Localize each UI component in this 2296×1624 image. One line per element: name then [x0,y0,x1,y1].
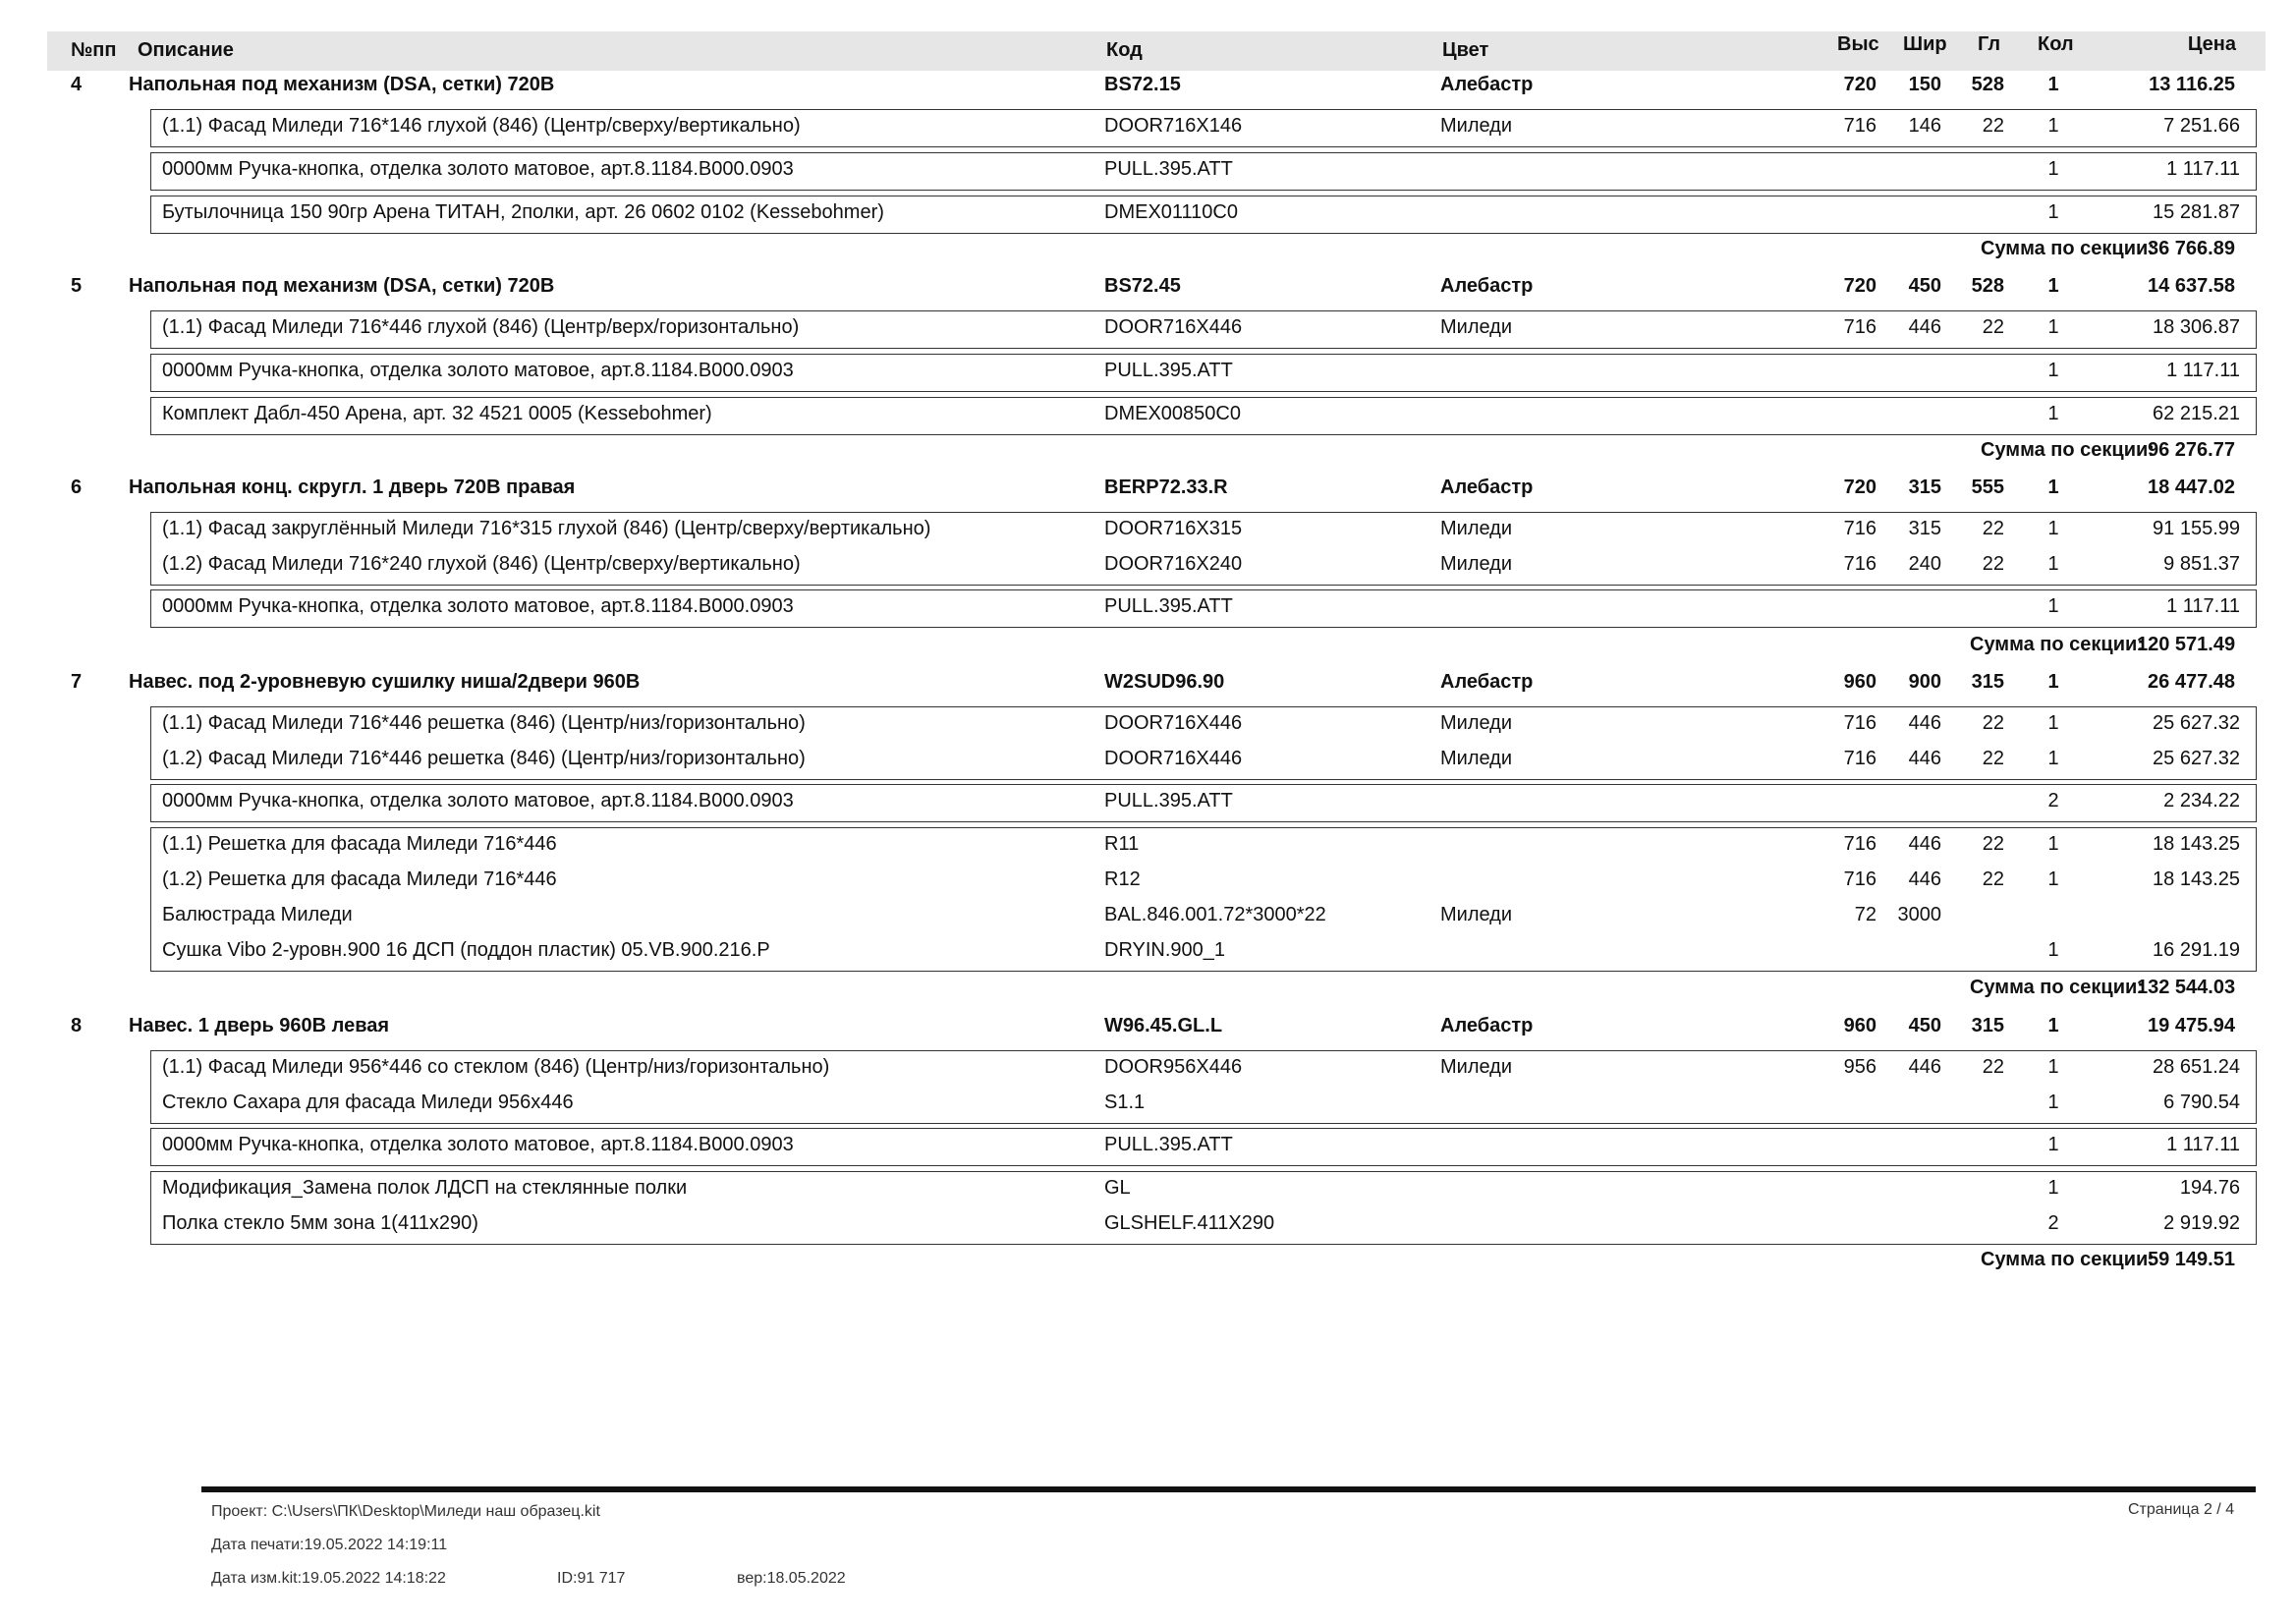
row-color: Миледи [1440,904,1513,925]
section-code: W2SUD96.90 [1104,671,1225,693]
section-color: Алебастр [1440,476,1534,498]
header-desc: Описание [138,39,234,61]
row-height: 716 [1843,712,1876,734]
header-depth: Гл [1978,33,2001,55]
section-depth: 528 [1971,275,2004,297]
row-height: 716 [1843,115,1876,137]
row-width: 446 [1908,748,1941,769]
row-height: 72 [1854,904,1876,925]
row-desc: Комплект Дабл-450 Арена, арт. 32 4521 0005 (Kessebohmer) [162,403,712,424]
row-depth: 22 [1982,1056,2004,1078]
row-code: PULL.395.ATT [1104,360,1233,381]
row-height: 956 [1843,1056,1876,1078]
row-depth: 22 [1982,712,2004,734]
section-depth: 528 [1971,74,2004,95]
row-depth: 22 [1982,115,2004,137]
row-depth: 22 [1982,518,2004,539]
row-code: DOOR716X315 [1104,518,1243,539]
row-qty: 1 [2047,833,2059,855]
section-price: 18 447.02 [2148,476,2235,498]
section-qty: 1 [2047,74,2059,95]
row-code: PULL.395.ATT [1104,790,1233,812]
row-code: GLSHELF.411X290 [1104,1212,1275,1234]
row-depth: 22 [1982,868,2004,890]
section-code: BS72.45 [1104,275,1181,297]
row-price: 1 117.11 [2166,360,2240,381]
section-total-label: Сумма по секции: [1981,238,2155,259]
row-qty: 1 [2047,403,2059,424]
row-qty: 1 [2047,868,2059,890]
section-color: Алебастр [1440,671,1534,693]
row-qty: 1 [2047,1092,2059,1113]
section-desc: Напольная конц. скругл. 1 дверь 720В правая [129,476,576,498]
row-code: DMEX00850C0 [1104,403,1241,424]
row-color: Миледи [1440,748,1513,769]
row-desc: (1.1) Фасад Миледи 716*446 решетка (846) (Центр/низ/горизонтально) [162,712,806,734]
row-width: 315 [1908,518,1941,539]
section-total-label: Сумма по секции: [1970,634,2144,655]
section-code: W96.45.GL.L [1104,1015,1223,1036]
row-price: 25 627.32 [2153,712,2240,734]
section-desc: Напольная под механизм (DSA, сетки) 720В [129,74,555,95]
row-code: DOOR716X240 [1104,553,1243,575]
row-color: Миледи [1440,518,1513,539]
section-width: 150 [1908,74,1941,95]
section-depth: 555 [1971,476,2004,498]
section-desc: Навес. под 2-уровневую сушилку ниша/2двери 960В [129,671,641,693]
row-desc: Бутылочница 150 90гр Арена ТИТАН, 2полки, арт. 26 0602 0102 (Kessebohmer) [162,201,884,223]
row-price: 2 919.92 [2163,1212,2240,1234]
section-total: 59 149.51 [2148,1249,2235,1270]
row-desc: 0000мм Ручка-кнопка, отделка золото матовое, арт.8.1184.B000.0903 [162,360,794,381]
row-price: 2 234.22 [2163,790,2240,812]
section-total-label: Сумма по секции: [1970,977,2144,998]
section-height: 720 [1843,74,1876,95]
row-qty: 1 [2047,201,2059,223]
row-height: 716 [1843,518,1876,539]
row-desc: (1.1) Фасад Миледи 716*146 глухой (846) (Центр/сверху/вертикально) [162,115,801,137]
row-qty: 2 [2047,790,2059,812]
row-width: 446 [1908,868,1941,890]
section-qty: 1 [2047,1015,2059,1036]
row-desc: 0000мм Ручка-кнопка, отделка золото матовое, арт.8.1184.B000.0903 [162,158,794,180]
section-code: BS72.15 [1104,74,1181,95]
row-price: 62 215.21 [2153,403,2240,424]
row-price: 9 851.37 [2163,553,2240,575]
row-desc: Балюстрада Миледи [162,904,353,925]
row-code: PULL.395.ATT [1104,158,1233,180]
section-code: BERP72.33.R [1104,476,1228,498]
header-num: №пп [71,39,117,61]
row-qty: 1 [2047,939,2059,961]
row-desc: (1.1) Решетка для фасада Миледи 716*446 [162,833,557,855]
header-height: Выс [1837,33,1879,55]
row-price: 1 117.11 [2166,158,2240,180]
row-code: BAL.846.001.72*3000*22 [1104,904,1326,925]
row-code: DMEX01110C0 [1104,201,1238,223]
row-depth: 22 [1982,748,2004,769]
row-height: 716 [1843,833,1876,855]
row-price: 1 117.11 [2166,595,2240,617]
row-height: 716 [1843,553,1876,575]
row-qty: 1 [2047,748,2059,769]
row-price: 16 291.19 [2153,939,2240,961]
row-qty: 1 [2047,158,2059,180]
footer-project: Проект: C:\Users\ПК\Desktop\Миледи наш образец.kit [211,1503,600,1520]
section-height: 720 [1843,476,1876,498]
row-code: PULL.395.ATT [1104,1134,1233,1155]
row-price: 18 143.25 [2153,868,2240,890]
section-color: Алебастр [1440,1015,1534,1036]
row-desc: Полка стекло 5мм зона 1(411х290) [162,1212,478,1234]
section-num: 6 [71,476,83,498]
row-code: DOOR716X446 [1104,712,1243,734]
row-code: GL [1104,1177,1131,1199]
row-price: 6 790.54 [2163,1092,2240,1113]
row-qty: 1 [2047,1134,2059,1155]
footer-rule [201,1486,2256,1492]
section-depth: 315 [1971,1015,2004,1036]
header-color: Цвет [1442,39,1489,61]
section-color: Алебастр [1440,74,1534,95]
section-num: 5 [71,275,83,297]
section-width: 315 [1908,476,1941,498]
header-price: Цена [2187,33,2236,55]
section-num: 8 [71,1015,83,1036]
row-code: DOOR716X146 [1104,115,1243,137]
row-depth: 22 [1982,553,2004,575]
row-code: DOOR956X446 [1104,1056,1243,1078]
header-qty: Кол [2038,33,2074,55]
row-color: Миледи [1440,115,1513,137]
section-total: 120 571.49 [2137,634,2236,655]
row-qty: 1 [2047,518,2059,539]
row-desc: (1.2) Фасад Миледи 716*446 решетка (846) (Центр/низ/горизонтально) [162,748,806,769]
row-desc: Сушка Vibo 2-уровн.900 16 ДСП (поддон пластик) 05.VB.900.216.P [162,939,770,961]
row-code: PULL.395.ATT [1104,595,1233,617]
footer-page: Страница 2 / 4 [2128,1501,2235,1518]
row-desc: (1.1) Фасад закруглённый Миледи 716*315 глухой (846) (Центр/сверху/вертикально) [162,518,931,539]
row-color: Миледи [1440,553,1513,575]
row-qty: 1 [2047,553,2059,575]
row-desc: (1.2) Решетка для фасада Миледи 716*446 [162,868,557,890]
row-code: S1.1 [1104,1092,1146,1113]
section-desc: Навес. 1 дверь 960В левая [129,1015,390,1036]
row-qty: 1 [2047,712,2059,734]
section-total: 36 766.89 [2148,238,2235,259]
footer-print-date: Дата печати:19.05.2022 14:19:11 [211,1537,448,1553]
row-desc: (1.1) Фасад Миледи 956*446 со стеклом (846) (Центр/низ/горизонтально) [162,1056,830,1078]
row-price: 7 251.66 [2163,115,2240,137]
row-desc: 0000мм Ручка-кнопка, отделка золото матовое, арт.8.1184.B000.0903 [162,1134,794,1155]
row-price: 18 306.87 [2153,316,2240,338]
row-code: DOOR716X446 [1104,316,1243,338]
section-total: 132 544.03 [2137,977,2236,998]
row-depth: 22 [1982,833,2004,855]
row-price: 15 281.87 [2153,201,2240,223]
row-desc: 0000мм Ручка-кнопка, отделка золото матовое, арт.8.1184.B000.0903 [162,790,794,812]
section-width: 450 [1908,1015,1941,1036]
footer-edit-date: Дата изм.kit:19.05.2022 14:18:22 [211,1570,446,1587]
footer-version: вер:18.05.2022 [737,1570,846,1587]
row-price: 28 651.24 [2153,1056,2240,1078]
section-qty: 1 [2047,275,2059,297]
section-height: 960 [1843,1015,1876,1036]
section-num: 7 [71,671,83,693]
section-price: 19 475.94 [2148,1015,2235,1036]
section-total: 96 276.77 [2148,439,2235,461]
row-height: 716 [1843,868,1876,890]
section-width: 450 [1908,275,1941,297]
section-total-label: Сумма по секции: [1981,1249,2155,1270]
row-qty: 1 [2047,1177,2059,1199]
row-qty: 1 [2047,360,2059,381]
row-width: 446 [1908,1056,1941,1078]
row-color: Миледи [1440,712,1513,734]
row-qty: 1 [2047,595,2059,617]
row-height: 716 [1843,748,1876,769]
row-desc: 0000мм Ручка-кнопка, отделка золото матовое, арт.8.1184.B000.0903 [162,595,794,617]
section-color: Алебастр [1440,275,1534,297]
row-price: 194.76 [2179,1177,2240,1199]
row-width: 240 [1908,553,1941,575]
row-price: 25 627.32 [2153,748,2240,769]
row-width: 446 [1908,833,1941,855]
row-color: Миледи [1440,1056,1513,1078]
section-height: 960 [1843,671,1876,693]
row-desc: (1.2) Фасад Миледи 716*240 глухой (846) (Центр/сверху/вертикально) [162,553,801,575]
header-code: Код [1106,39,1143,61]
section-qty: 1 [2047,671,2059,693]
row-code: R11 [1104,833,1140,855]
section-width: 900 [1908,671,1941,693]
row-desc: Стекло Сахара для фасада Миледи 956х446 [162,1092,574,1113]
section-total-label: Сумма по секции: [1981,439,2155,461]
section-desc: Напольная под механизм (DSA, сетки) 720В [129,275,555,297]
row-code: DRYIN.900_1 [1104,939,1226,961]
section-depth: 315 [1971,671,2004,693]
section-price: 26 477.48 [2148,671,2235,693]
row-width: 146 [1908,115,1941,137]
row-qty: 2 [2047,1212,2059,1234]
section-height: 720 [1843,275,1876,297]
row-width: 3000 [1897,904,1941,925]
row-code: DOOR716X446 [1104,748,1243,769]
row-desc: (1.1) Фасад Миледи 716*446 глухой (846) (Центр/верх/горизонтально) [162,316,800,338]
row-qty: 1 [2047,1056,2059,1078]
section-num: 4 [71,74,83,95]
row-depth: 22 [1982,316,2004,338]
section-price: 14 637.58 [2148,275,2235,297]
footer-id: ID:91 717 [557,1570,626,1587]
row-color: Миледи [1440,316,1513,338]
row-qty: 1 [2047,316,2059,338]
row-qty: 1 [2047,115,2059,137]
row-price: 1 117.11 [2166,1134,2240,1155]
row-width: 446 [1908,712,1941,734]
row-height: 716 [1843,316,1876,338]
row-desc: Модификация_Замена полок ЛДСП на стеклянные полки [162,1177,688,1199]
row-code: R12 [1104,868,1141,890]
row-price: 18 143.25 [2153,833,2240,855]
section-qty: 1 [2047,476,2059,498]
row-width: 446 [1908,316,1941,338]
section-price: 13 116.25 [2149,74,2235,95]
row-price: 91 155.99 [2153,518,2240,539]
header-width: Шир [1903,33,1947,55]
